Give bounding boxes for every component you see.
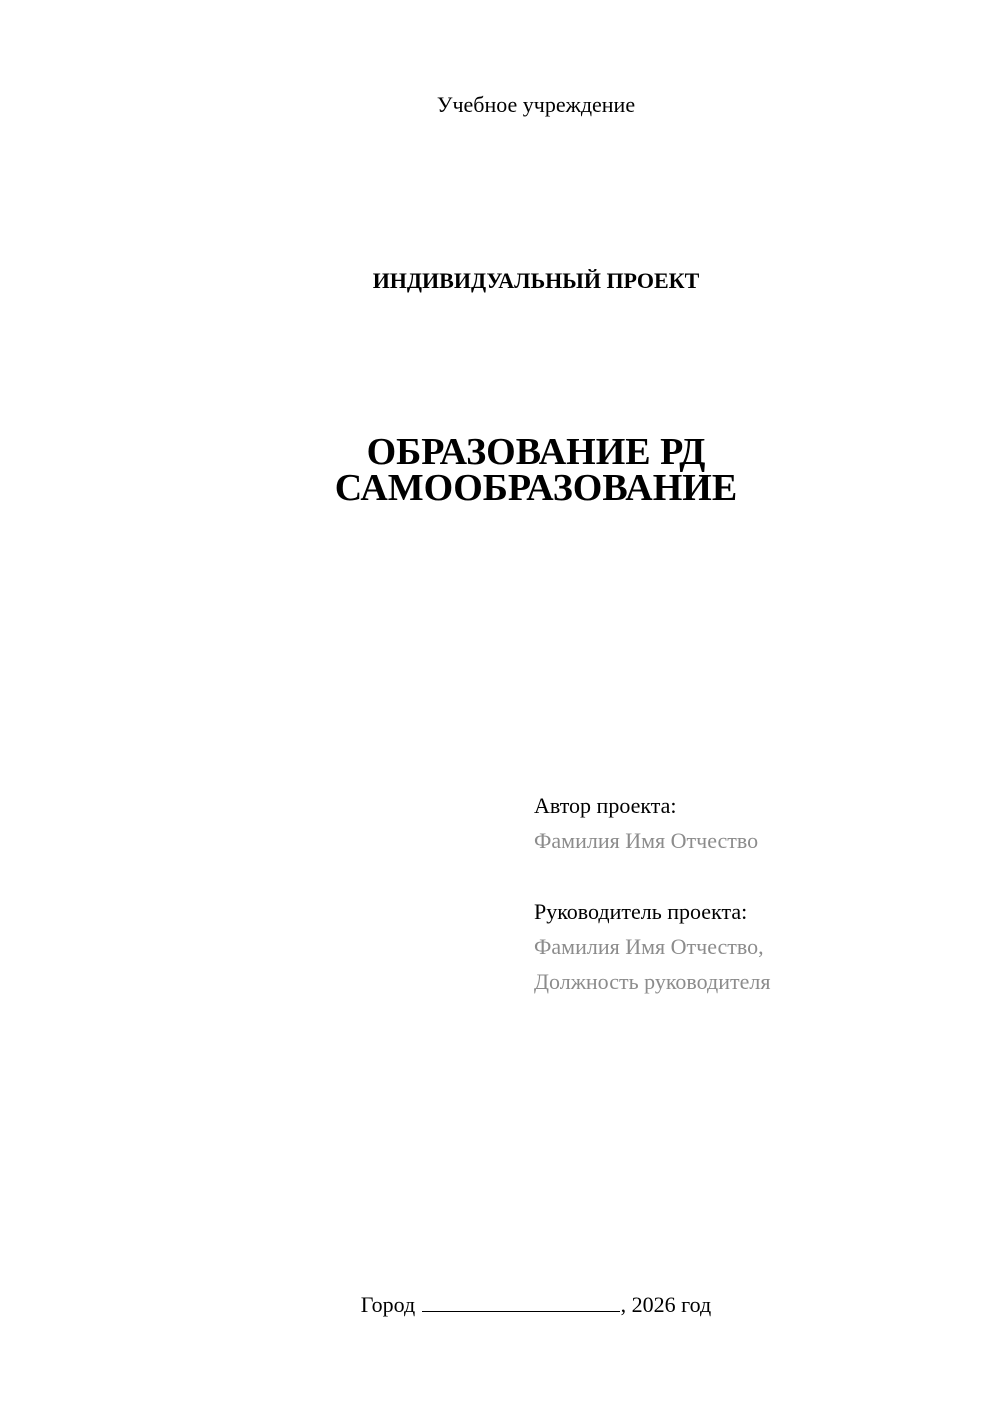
project-type-heading: ИНДИВИДУАЛЬНЫЙ ПРОЕКТ bbox=[372, 268, 700, 293]
city-blank-line bbox=[422, 1291, 620, 1312]
supervisor-label: Руководитель проекта: bbox=[534, 899, 748, 924]
project-title-line-2: САМООБРАЗОВАНИЕ bbox=[334, 467, 738, 509]
author-name-placeholder: Фамилия Имя Отчество bbox=[534, 828, 759, 853]
institution-name: Учебное учреждение bbox=[436, 92, 636, 117]
footer-city-year bbox=[36, 1290, 1000, 1320]
supervisor-position-placeholder: Должность руководителя bbox=[534, 969, 771, 994]
city-label: Город bbox=[360, 1292, 416, 1317]
project-title-line-1: ОБРАЗОВАНИЕ РД bbox=[366, 431, 706, 473]
year-text: , 2026 год bbox=[620, 1292, 712, 1317]
author-label: Автор проекта: bbox=[534, 793, 677, 818]
credits-block bbox=[534, 788, 770, 999]
supervisor-name-placeholder: Фамилия Имя Отчество, bbox=[534, 934, 764, 959]
project-title bbox=[36, 431, 1000, 509]
spacer bbox=[534, 858, 770, 894]
